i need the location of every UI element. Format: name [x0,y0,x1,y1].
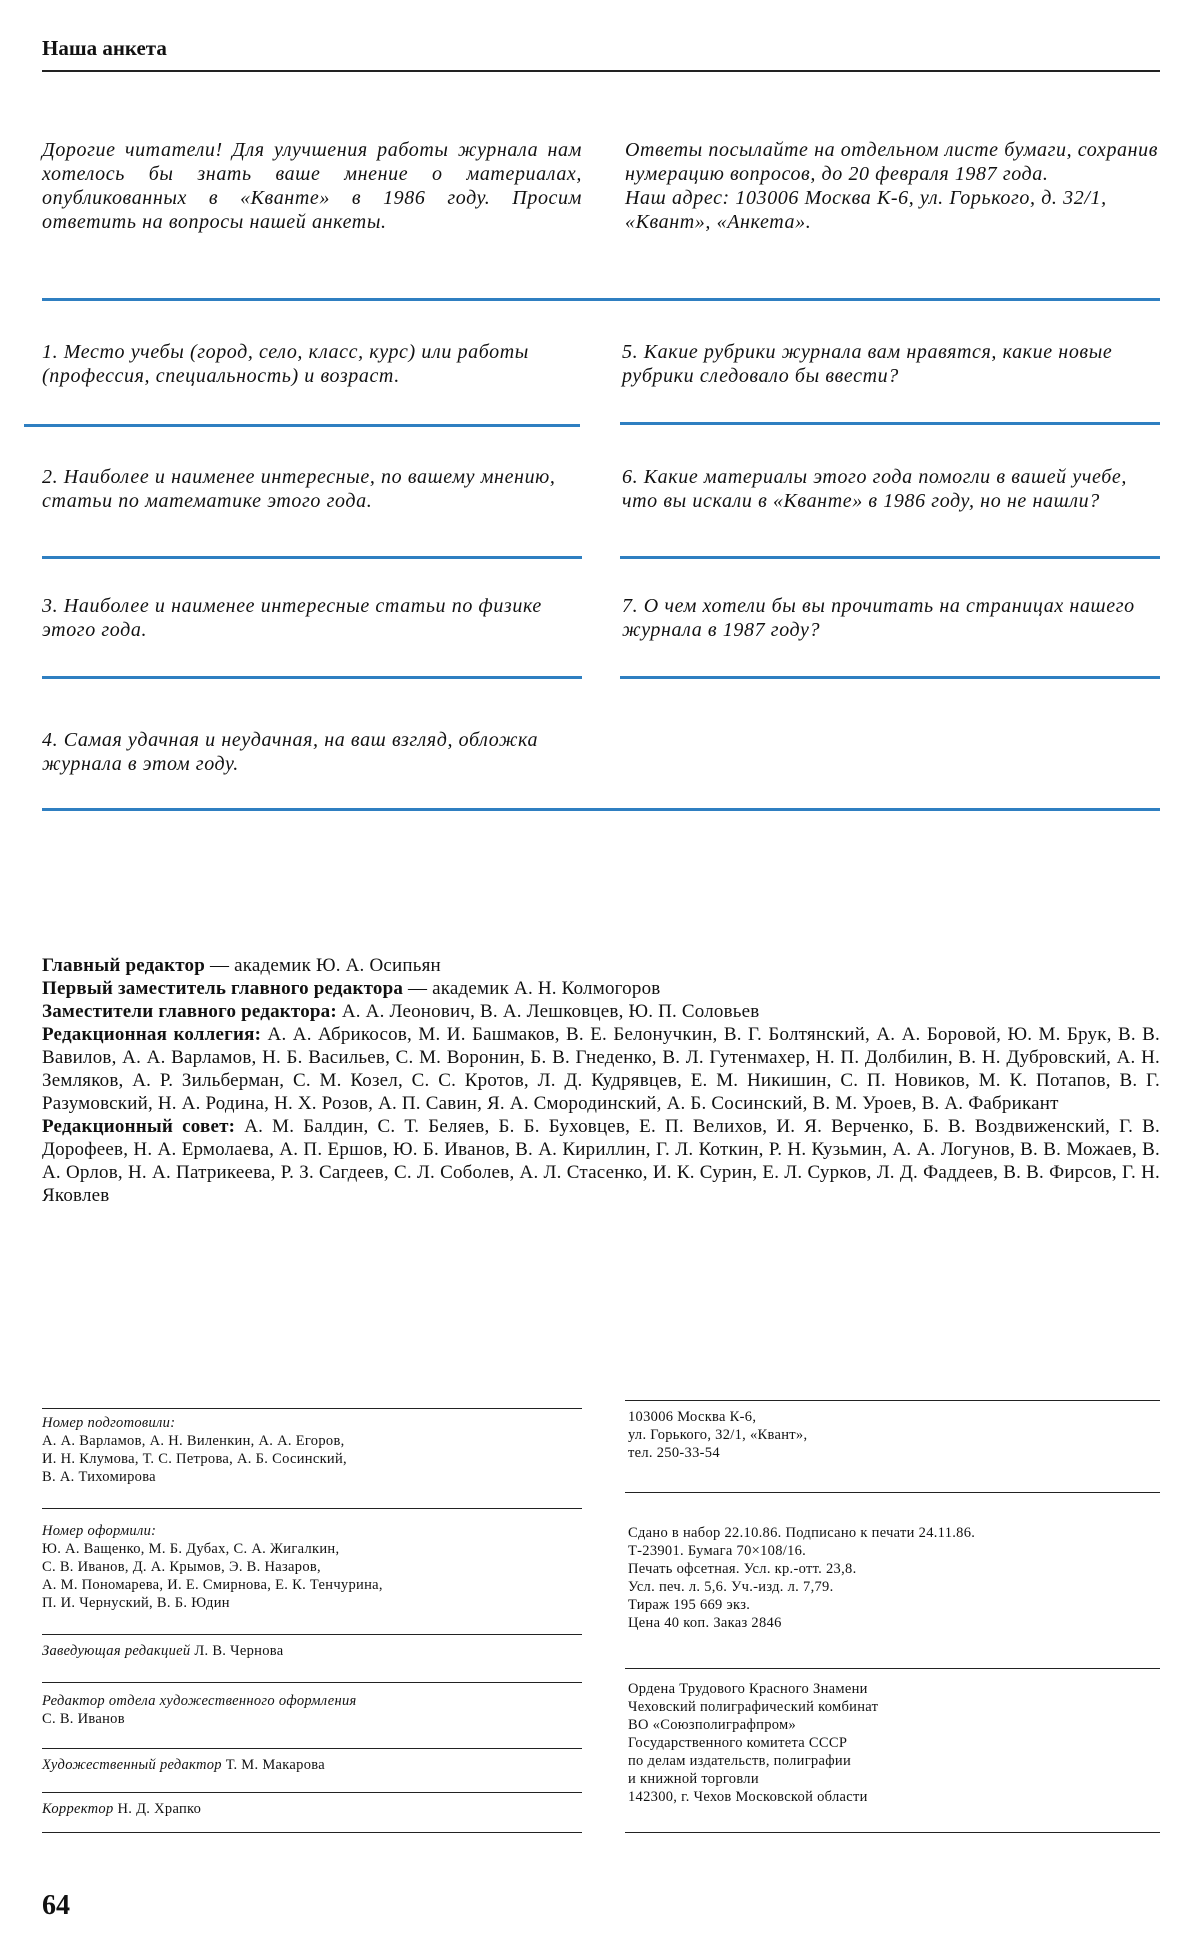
credits-rule [42,1748,582,1749]
editorial-board [42,1023,1160,1115]
page-number: 64 [42,1890,70,1921]
answer-line-7 [620,676,1160,679]
answer-line-1 [24,424,580,427]
printer-line: по делам издательств, полиграфии [628,1753,852,1769]
print-line: Тираж 195 669 экз. [628,1597,751,1613]
art-editor-value: Т. М. Макарова [221,1757,325,1773]
corrector-label: Корректор [42,1801,114,1817]
credits-rule-top [42,1408,582,1409]
designed-by-label: Номер оформили: [42,1523,157,1539]
art-dept-editor-label: Редактор отдела художественного оформления [42,1693,357,1709]
editorial-board-label: Редакционная коллегия: [42,1024,262,1045]
header-divider [42,70,1160,72]
credits-rule [42,1682,582,1683]
chief-editor-value: — академик Ю. А. Осипьян [205,955,441,976]
editorial-board-value: А. А. Абрикосов, М. И. Башмаков, В. Е. Белонучкин, В. Г. Болтянский, А. А. Боровой, Ю. М. Брук, В. В. Вавилов, А. А. Варламов, Н. Б. Васильев, С. М. Воронин, Б. В. Гнеденко, В. Л. Гутенмахер, Н. П. Долбилин, В. Н. Дубровский, А. Н. Земляков, А. Р. Зильберман, С. М. Козел, С. С. Кротов, Л. Д. Кудрявцев, Е. М. Никишин, С. П. Новиков, М. К. Потапов, В. Г. Разумовский, Н. А. Родина, Н. Х. Розов, А. П. Савин, Я. А. Смородинский, А. Б. Сосинский, В. М. Уроев, В. А. Фабрикант [42,1024,1161,1114]
deputies [42,1000,1160,1023]
print-details [628,1524,1160,1632]
editorial-council-value: А. М. Балдин, С. Т. Беляев, Б. Б. Буховцев, Е. П. Велихов, И. Я. Верченко, Б. В. Воздвиженский, Г. В. Дорофеев, Н. А. Ермолаева, А. П. Ершов, Ю. Б. Иванов, В. А. Кириллин, Г. Л. Коткин, Р. Н. Кузьмин, А. А. Логунов, В. В. Можаев, В. А. Орлов, Н. А. Патрикеева, Р. З. Сагдеев, С. Л. Соболев, А. Л. Стасенко, И. К. Сурин, Е. Л. Сурков, Л. Д. Фаддеев, В. В. Фирсов, Г. Н. Яковлев [42,1116,1160,1206]
address-line: ул. Горького, 32/1, «Квант», [628,1427,808,1443]
print-line: Т-23901. Бумага 70×108/16. [628,1543,807,1559]
prepared-by-line: И. Н. Клумова, Т. С. Петрова, А. Б. Сосинский, [42,1451,347,1467]
intro-text [42,138,582,234]
first-deputy-label: Первый заместитель главного редактора [42,978,404,999]
answer-line-3 [42,676,582,679]
question-5: 5. Какие рубрики журнала вам нравятся, какие новые рубрики следовало бы ввести? [622,341,1113,387]
deputies-label: Заместители главного редактора: [42,1001,337,1022]
instructions-paragraph: Ответы посылайте на отдельном листе бумаги, сохранив нумерацию вопросов, до 20 февраля 1987 года. [625,139,1159,185]
office-head-value: Л. В. Чернова [190,1643,284,1659]
credits-rule-bottom [42,1832,582,1833]
address-line: 103006 Москва К-6, [628,1409,757,1425]
intro-instructions [625,138,1160,234]
answer-line-6 [620,556,1160,559]
art-dept-editor [42,1692,582,1728]
print-line: Печать офсетная. Усл. кр.-отт. 23,8. [628,1561,857,1577]
phone-line: тел. 250-33-54 [628,1445,720,1461]
editorial-council-label: Редакционный совет: [42,1116,236,1137]
printer-line: Чеховский полиграфический комбинат [628,1699,879,1715]
printer-line: ВО «Союзполиграфпром» [628,1717,797,1733]
prepared-by-label: Номер подготовили: [42,1415,176,1431]
designed-by-line: П. И. Чернуский, В. Б. Юдин [42,1595,230,1611]
answer-line-5 [620,422,1160,425]
printer-line: Государственного комитета СССР [628,1735,848,1751]
credits-rule [42,1508,582,1509]
editorial-address [628,1408,1160,1462]
question-7: 7. О чем хотели бы вы прочитать на страницах нашего журнала в 1987 году? [622,595,1135,641]
designed-by-line: А. М. Пономарева, И. Е. Смирнова, Е. К. Тенчурина, [42,1577,383,1593]
printer-line: и книжной торговли [628,1771,759,1787]
prepared-by-line: А. А. Варламов, А. Н. Виленкин, А. А. Егоров, [42,1433,345,1449]
corrector-value: Н. Д. Храпко [113,1801,202,1817]
first-deputy-value: — академик А. Н. Колмогоров [403,978,661,999]
credits-rule [42,1634,582,1635]
question-4: 4. Самая удачная и неудачная, на ваш взгляд, обложка журнала в этом году. [42,729,539,775]
editorial-council [42,1115,1160,1207]
office-head-label: Заведующая редакцией [42,1643,191,1659]
prepared-by-line: В. А. Тихомирова [42,1469,156,1485]
question-2: 2. Наиболее и наименее интересные, по вашему мнению, статьи по математике этого года. [42,466,556,512]
designed-by-line: С. В. Иванов, Д. А. Крымов, Э. В. Назаров, [42,1559,321,1575]
answer-line-4 [42,808,1160,811]
answer-line-2 [42,556,582,559]
answer-line-intro [42,298,1160,301]
credits-rule [42,1792,582,1793]
print-line: Цена 40 коп. Заказ 2846 [628,1615,782,1631]
printer-line: Ордена Трудового Красного Знамени [628,1681,868,1697]
art-editor-label: Художественный редактор [42,1757,222,1773]
editorial-staff [42,954,1160,1207]
question-6: 6. Какие материалы этого года помогли в вашей учебе, что вы искали в «Кванте» в 1986 году, но не нашли? [622,466,1127,512]
prepared-by [42,1414,582,1486]
imprint-rule-top [625,1400,1160,1401]
art-dept-editor-value: С. В. Иванов [42,1711,125,1727]
chief-editor-label: Главный редактор [42,955,206,976]
print-line: Усл. печ. л. 5,6. Уч.-изд. л. 7,79. [628,1579,834,1595]
deputies-value: А. А. Леонович, В. А. Лешковцев, Ю. П. Соловьев [336,1001,760,1022]
art-editor [42,1756,582,1774]
office-head [42,1642,582,1660]
printer-line: 142300, г. Чехов Московской области [628,1789,868,1805]
page-title: Наша анкета [42,36,167,60]
designed-by-line: Ю. А. Ващенко, М. Б. Дубах, С. А. Жигалкин, [42,1541,340,1557]
intro-paragraph: Дорогие читатели! Для улучшения работы журнала нам хотелось бы знать ваше мнение о материалах, опубликованных в «Кванте» в 1986 году. Просим ответить на вопросы нашей анкеты. [42,139,582,233]
print-line: Сдано в набор 22.10.86. Подписано к печати 24.11.86. [628,1525,976,1541]
imprint-rule [625,1492,1160,1493]
address-paragraph: Наш адрес: 103006 Москва К-6, ул. Горького, д. 32/1, «Квант», «Анкета». [625,187,1107,233]
imprint-rule [625,1668,1160,1669]
question-3: 3. Наиболее и наименее интересные статьи по физике этого года. [42,595,542,641]
printer-info [628,1680,1160,1806]
corrector [42,1800,582,1818]
designed-by [42,1522,582,1612]
chief-editor [42,954,1160,977]
question-1: 1. Место учебы (город, село, класс, курс) или работы (профессия, специальность) и возраст. [42,341,529,387]
first-deputy [42,977,1160,1000]
imprint-rule-bottom [625,1832,1160,1833]
